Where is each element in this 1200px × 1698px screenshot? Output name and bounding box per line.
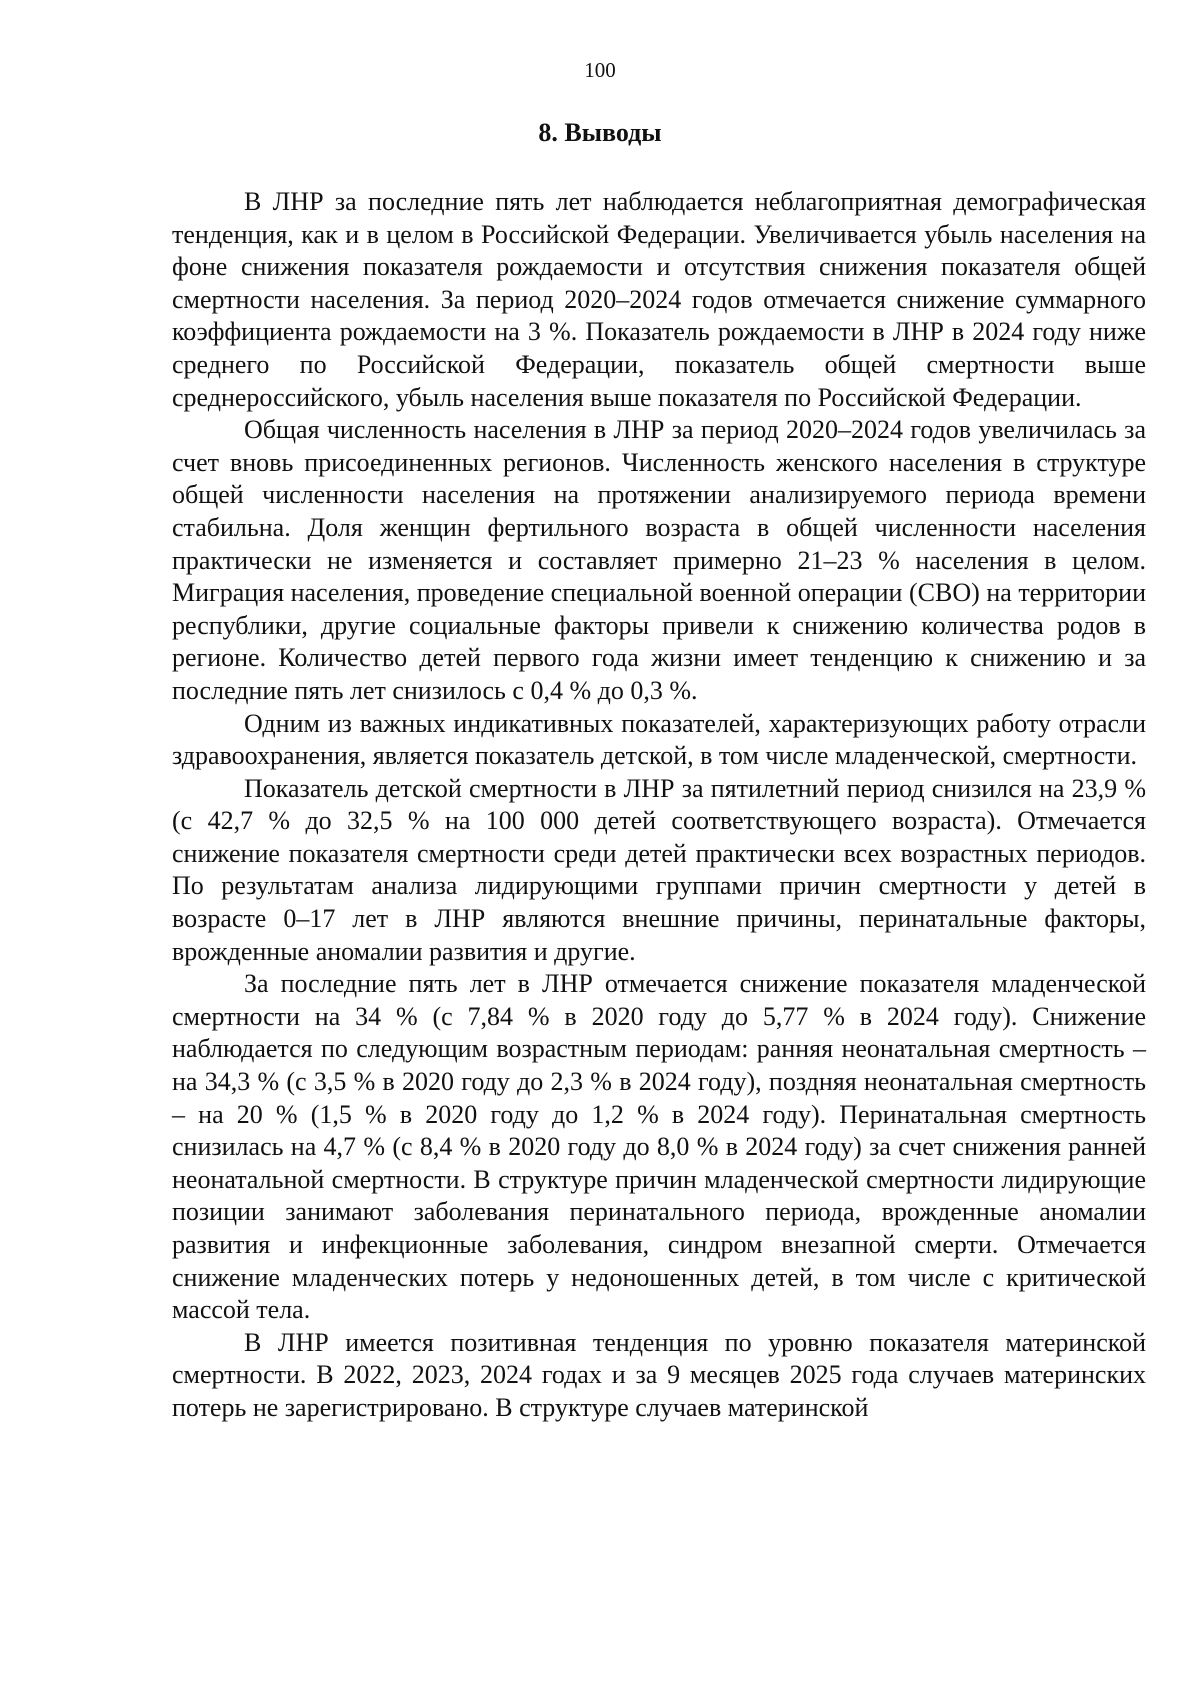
paragraph: В ЛНР имеется позитивная тенденция по уровню показателя материнской смертности. В 2022, 2023, 2024 годах и за 9 месяцев 2025 года случаев материнских потерь не зарегистрировано. В структуре случаев материнской — [172, 1327, 1146, 1422]
section-heading: 8. Выводы — [538, 118, 662, 147]
paragraph: Общая численность населения в ЛНР за период 2020–2024 годов увеличилась за счет вновь присоединенных регионов. Численность женского населения в структуре общей численности населения на протяжении анализируемого периода времени стабильна. Доля женщин фертильного возраста в общей численности населения практически не изменяется и составляет примерно 21–23 % населения в целом. Миграция населения, проведение специальной военной операции (СВО) на территории республики, другие социальные факторы привели к снижению количества родов в регионе. Количество детей первого года жизни имеет тенденцию к снижению и за последние пять лет снизилось с 0,4 % до 0,3 %. — [172, 415, 1146, 705]
paragraph: За последние пять лет в ЛНР отмечается снижение показателя младенческой смертности на 34 % (с 7,84 % в 2020 году до 5,77 % в 2024 году). Снижение наблюдается по следующим возрастным периодам: ранняя неонатальная смертность – на 34,3 % (с 3,5 % в 2020 году до 2,3 % в 2024 году), поздняя неонатальная смертность – на 20 % (1,5 % в 2020 году до 1,2 % в 2024 году). Перинатальная смертность снизилась на 4,7 % (с 8,4 % в 2020 году до 8,0 % в 2024 году) за счет снижения ранней неонатальной смертности. В структуре причин младенческой смертности лидирующие позиции занимают заболевания перинатального периода, врожденные аномалии развития и инфекционные заболевания, синдром внезапной смерти. Отмечается снижение младенческих потерь у недоношенных детей, в том числе с критической массой тела. — [172, 969, 1146, 1325]
paragraph: Показатель детской смертности в ЛНР за пятилетний период снизился на 23,9 % (с 42,7 % до 32,5 % на 100 000 детей соответствующего возраста). Отмечается снижение показателя смертности среди детей практически всех возрастных периодов. По результатам анализа лидирующими группами причин смертности у детей в возрасте 0–17 лет в ЛНР являются внешние причины, перинатальные факторы, врожденные аномалии развития и другие. — [172, 773, 1146, 966]
page-number: 100 — [584, 58, 616, 82]
paragraph: Одним из важных индикативных показателей, характеризующих работу отрасли здравоохранения, является показатель детской, в том числе младенческой, смертности. — [172, 708, 1146, 771]
body-text — [172, 186, 1146, 1425]
paragraph: В ЛНР за последние пять лет наблюдается неблагоприятная демографическая тенденция, как и в целом в Российской Федерации. Увеличивается убыль населения на фоне снижения показателя рождаемости и отсутствия снижения показателя общей смертности населения. За период 2020–2024 годов отмечается снижение суммарного коэффициента рождаемости на 3 %. Показатель рождаемости в ЛНР в 2024 году ниже среднего по Российской Федерации, показатель общей смертности выше среднероссийского, убыль населения выше показателя по Российской Федерации. — [172, 187, 1146, 412]
